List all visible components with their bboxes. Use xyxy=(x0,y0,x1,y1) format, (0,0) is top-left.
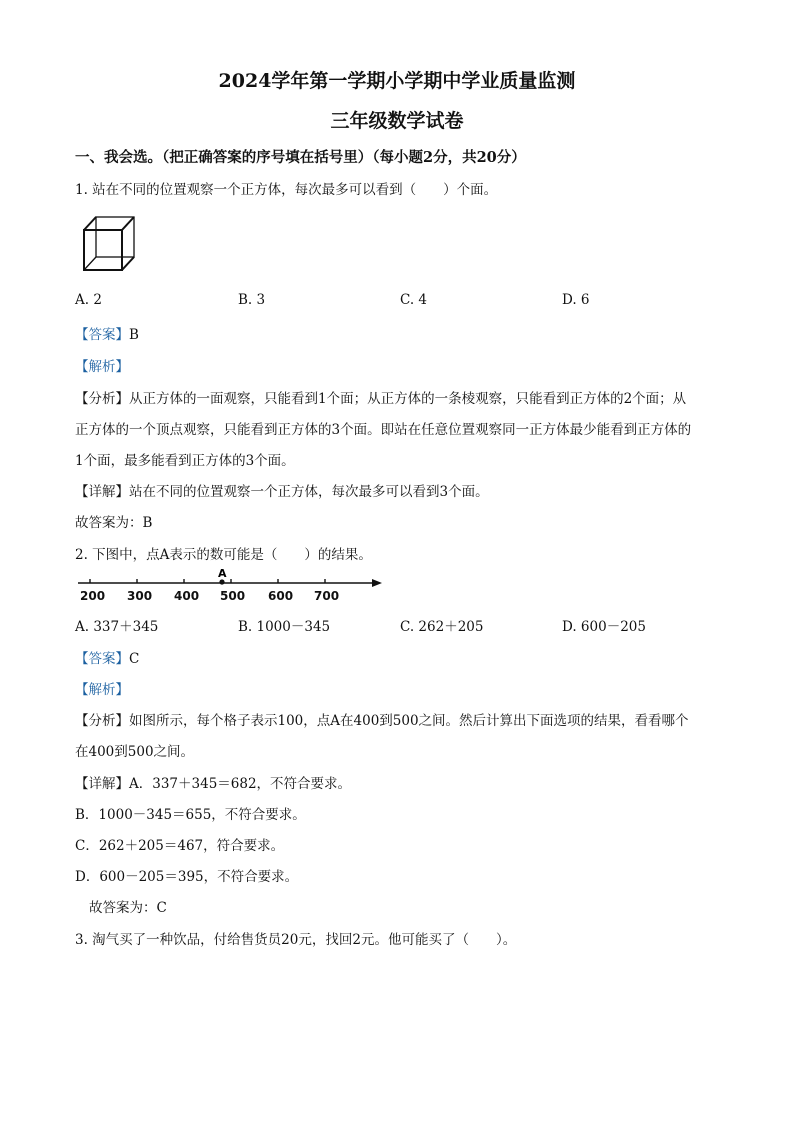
q1-option-b: B. 3 xyxy=(238,292,266,308)
q2-option-a: A. 337＋345 xyxy=(75,619,159,635)
answer-value: C xyxy=(129,651,140,667)
q1-option-d: D. 6 xyxy=(562,292,590,308)
q2-fenxi-line2: 在400到500之间。 xyxy=(75,744,195,760)
detail-tag: 【详解】 xyxy=(75,776,129,792)
q2-fenxi-line1 xyxy=(75,709,689,729)
question-2-stem: 2. 下图中，点A表示的数可能是（ ）的结果。 xyxy=(75,547,372,563)
q1-fenxi-line2: 正方体的一个顶点观察，只能看到正方体的3个面。即站在任意位置观察同一正方体最少能看到正方体的 xyxy=(75,422,692,438)
answer-tag: 【答案】 xyxy=(75,327,129,343)
q1-answer xyxy=(75,323,139,343)
cube-figure xyxy=(80,212,140,274)
q1-option-a: A. 2 xyxy=(75,292,102,308)
q1-analysis-tag: 【解析】 xyxy=(75,359,129,375)
point-a-label: A xyxy=(218,567,227,580)
q2-answer xyxy=(75,647,139,667)
tick-label: 300 xyxy=(127,589,153,603)
q1-detail xyxy=(75,480,489,500)
q2-option-d: D. 600－205 xyxy=(562,619,646,635)
q1-fenxi-line3: 1个面，最多能看到正方体的3个面。 xyxy=(75,453,295,469)
section-heading: 一、我会选。（把正确答案的序号填在括号里）（每小题2分，共20分） xyxy=(75,149,526,166)
q2-option-c: C. 262＋205 xyxy=(400,619,484,635)
tick-label: 600 xyxy=(268,589,294,603)
detail-text: A．337＋345＝682，不符合要求。 xyxy=(129,776,352,792)
q2-detail-a xyxy=(75,772,351,792)
answer-tag: 【答案】 xyxy=(75,651,129,667)
tick-label: 200 xyxy=(80,589,106,603)
q2-detail-d: D．600－205＝395，不符合要求。 xyxy=(75,869,299,885)
tick-label: 500 xyxy=(220,589,246,603)
q1-option-c: C. 4 xyxy=(400,292,428,308)
tick-label: 400 xyxy=(174,589,200,603)
q2-detail-b: B．1000－345＝655，不符合要求。 xyxy=(75,807,306,823)
number-line xyxy=(76,566,386,606)
detail-tag: 【详解】 xyxy=(75,484,129,500)
q1-fenxi-line1 xyxy=(75,387,686,407)
fenxi-text: 从正方体的一面观察，只能看到1个面；从正方体的一条棱观察，只能看到正方体的2个面；从 xyxy=(129,391,687,407)
point-a-marker xyxy=(219,579,224,584)
q2-final-answer: 故答案为：C xyxy=(89,900,167,916)
question-3-stem: 3. 淘气买了一种饮品，付给售货员20元，找回2元。他可能买了（ ）。 xyxy=(75,932,517,948)
q2-detail-c: C．262＋205＝467，符合要求。 xyxy=(75,838,285,854)
q1-final-answer: 故答案为：B xyxy=(75,515,153,531)
fenxi-tag: 【分析】 xyxy=(75,391,129,407)
page-title: 2024学年第一学期小学期中学业质量监测 xyxy=(218,70,576,92)
tick-label: 700 xyxy=(314,589,340,603)
question-1-stem: 1. 站在不同的位置观察一个正方体，每次最多可以看到（ ）个面。 xyxy=(75,182,498,198)
answer-value: B xyxy=(129,327,139,343)
fenxi-tag: 【分析】 xyxy=(75,713,129,729)
fenxi-text: 如图所示，每个格子表示100，点A在400到500之间。然后计算出下面选项的结果，看看哪个 xyxy=(129,713,689,729)
q2-option-b: B. 1000－345 xyxy=(238,619,331,635)
detail-text: 站在不同的位置观察一个正方体，每次最多可以看到3个面。 xyxy=(129,484,489,500)
page-subtitle: 三年级数学试卷 xyxy=(330,110,464,132)
q2-analysis-tag: 【解析】 xyxy=(75,682,129,698)
